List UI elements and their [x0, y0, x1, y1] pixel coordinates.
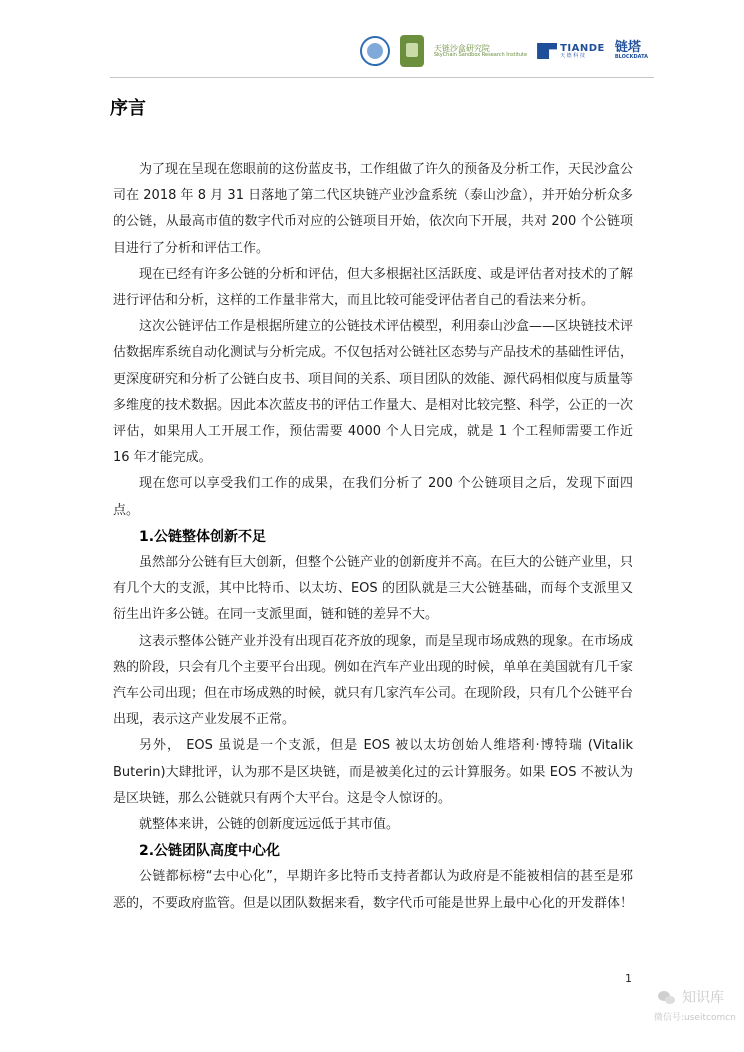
header-logos: [360, 32, 648, 70]
blockdata-logo-small: BLOCKDATA: [614, 54, 648, 61]
section-heading: 1.公链整体创新不足: [139, 528, 267, 545]
paragraph: 现在已经有许多公链的分析和评估，但大多根据社区活跃度、或是评估者对技术的了解进行评估和分析，这样的工作量非常大，而且比较可能受评估者自己的看法来分析。: [113, 266, 634, 309]
blockdata-logo-big: 链塔: [614, 40, 641, 56]
paragraph: 公链都标榜“去中心化”，早期许多比特币支持者都认为政府是不能被相信的甚至是邪恶的，不要政府监管。但是以团队数据来看，数字代币可能是世界上最中心化的开发群体！: [113, 869, 634, 911]
page-number: 1: [625, 972, 632, 985]
sandbox-logo-en: SkyChain Sandbox Research Institute: [433, 51, 528, 58]
paragraph: 另外， EOS 虽说是一个支派，但是 EOS 被以太坊创始人维塔利·博特瑞 (Vitalik Buterin)大肆批评，认为那不是区块链，而是被美化过的云计算服务。如果 EOS 不被认为是区块链，那么公链就只有两个大平台。这是令人惊讶的。: [113, 738, 633, 806]
watermark: [656, 990, 740, 1040]
tiande-logo-small: 天 德 科 技: [560, 52, 585, 59]
watermark-account: 微信号:useitcomcn: [654, 1012, 736, 1023]
document-body: [113, 157, 633, 917]
paragraph: 这次公链评估工作是根据所建立的公链技术评估模型，利用泰山沙盒——区块链技术评估数据库系统自动化测试与分析完成。不仅包括对公链社区态势与产品技术的基础性评估，更深度研究和分析了公链白皮书、项目间的关系、项目团队的效能、源代码相似度与质量等多维度的技术数据。因此本次蓝皮书的评估工作量大、是相对比较完整、科学，公正的一次评估，如果用人工开展工作，预估需要 4000 个人日完成，就是 1 个工程师需要工作近 16 年才能完成。: [113, 319, 634, 466]
paragraph: 这表示整体公链产业并没有出现百花齐放的现象，而是呈现市场成熟的现象。在市场成熟的阶段，只会有几个主要平台出现。例如在汽车产业出现的时候，单单在美国就有几千家汽车公司出现；但在市场成熟的时候，就只有几家汽车公司。在现阶段，只有几个公链平台出现，表示这产业发展不正常。: [113, 633, 634, 728]
tianmin-logo-icon: [360, 36, 390, 66]
blockdata-logo: [615, 41, 648, 61]
tiande-mark-icon: [537, 43, 557, 59]
paragraph: 现在您可以享受我们工作的成果，在我们分析了 200 个公链项目之后，发现下面四点。: [113, 476, 634, 518]
header-divider: [110, 77, 654, 78]
sandbox-logo-cn: 天链沙盒研究院: [433, 43, 490, 53]
sandbox-logo: [434, 44, 527, 59]
watermark-title: 知识库: [682, 990, 724, 1006]
page-title: 序言: [110, 98, 146, 119]
paragraph: 虽然部分公链有巨大创新，但整个公链产业的创新度并不高。在巨大的公链产业里，只有几个大的支派，其中比特币、以太坊、EOS 的团队就是三大公链基础，而每个支派里又衍生出许多公链。在同一支派里面，链和链的差异不大。: [113, 555, 634, 623]
wechat-icon: [658, 991, 676, 1005]
sandbox-seal-icon: [400, 35, 424, 67]
tiande-logo-big: TIANDE: [560, 42, 605, 54]
tiande-logo: [537, 43, 605, 60]
paragraph: 就整体来讲，公链的创新度远远低于其市值。: [139, 817, 400, 833]
section-heading: 2.公链团队高度中心化: [139, 843, 281, 860]
paragraph: 为了现在呈现在您眼前的这份蓝皮书，工作组做了许久的预备及分析工作，天民沙盒公司在 2018 年 8 月 31 日落地了第二代区块链产业沙盒系统（泰山沙盒），并开始分析众多的公链，从最高市值的数字代币对应的公链项目开始，依次向下开展，共对 200 个公链项目进行了分析和评估工作。: [113, 162, 634, 256]
